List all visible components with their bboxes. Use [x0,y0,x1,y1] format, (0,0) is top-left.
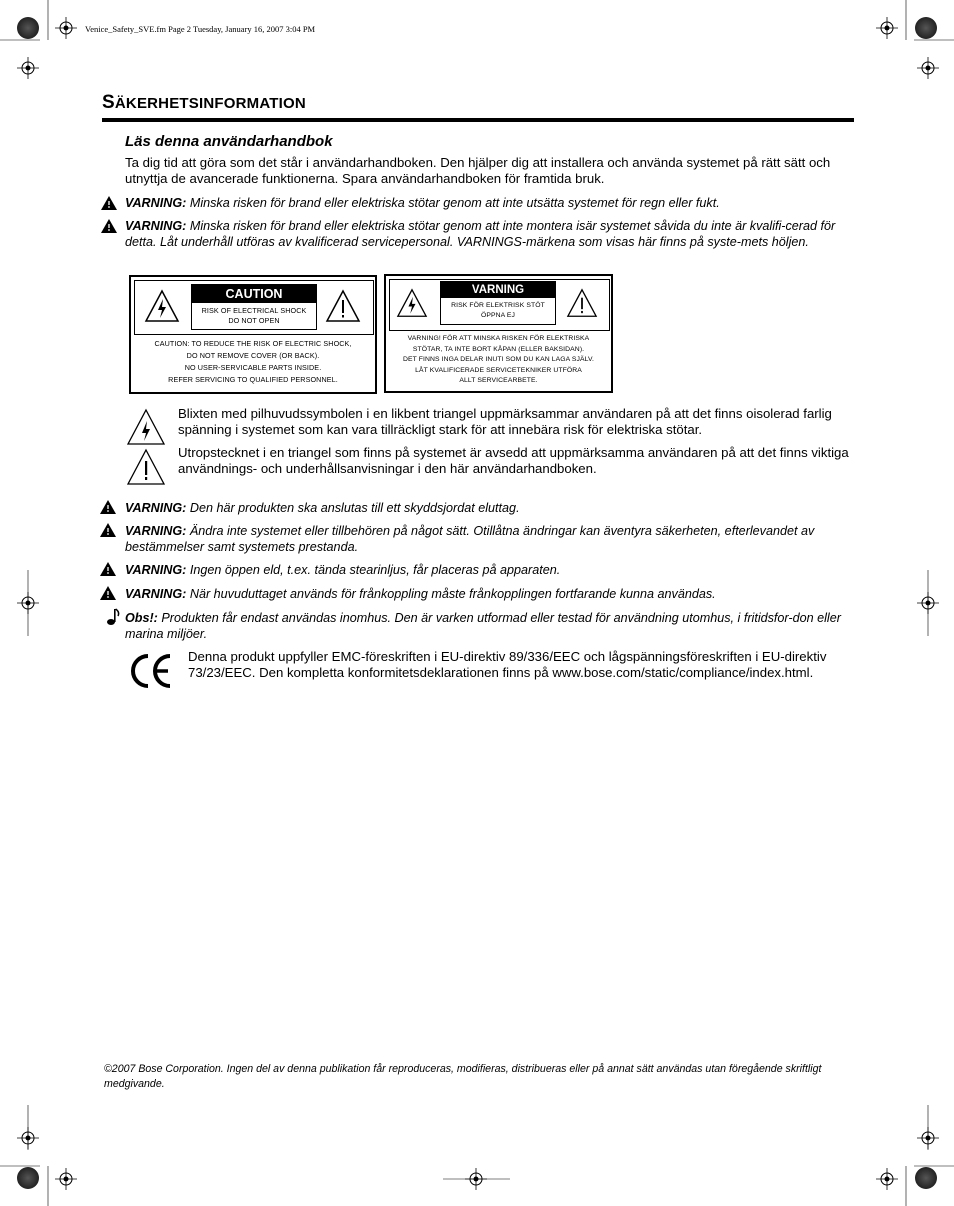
warning-1 [125,195,855,211]
warning-icon [100,523,116,537]
caution-body-line: DO NOT REMOVE COVER (OR BACK). [186,351,320,360]
warning-icon [100,562,116,576]
varning-body-line: VARNING! FÖR ATT MINSKA RISKEN FÖR ELEKTRISKA [407,335,590,342]
warning-icon [101,196,117,210]
warning-3 [125,500,855,516]
varning-body-line: LÅT KVALIFICERADE SERVICETEKNIKER UTFÖRA [415,366,582,374]
lightning-triangle-icon [144,289,180,323]
exclamation-triangle-icon [126,447,166,487]
warning-text: När huvuduttaget används för frånkoppling måste frånkopplingen fortfarande kunna användas. [189,587,716,601]
varning-risk-line: RISK FÖR ELEKTRISK STÖT [451,302,545,309]
warning-text: Ingen öppen eld, t.ex. tända stearinljus, får placeras på apparaten. [189,563,561,577]
warning-text: Ändra inte systemet eller tillbehören på något sätt. Otillåtna ändringar kan äventyra säkerheten, efterlevandet av bestämmelser samt systemets prestanda. [125,524,815,554]
star-target-bottom-right [915,1167,937,1189]
exclamation-triangle-icon [325,289,361,323]
varning-badge [440,281,556,325]
title-rule [102,118,854,122]
warning-label: VARNING: [125,524,187,538]
caution-badge [191,284,317,330]
section-title-rest: ÄKERHETSINFORMATION [114,95,306,112]
warning-4 [125,523,853,555]
exclamation-triangle-icon [566,288,598,318]
caution-risk-line: RISK OF ELECTRICAL SHOCK [201,306,307,315]
warning-icon [100,500,116,514]
print-header: Venice_Safety_SVE.fm Page 2 Tuesday, January 16, 2007 3:04 PM [85,24,316,34]
warning-label: VARNING: [125,587,187,601]
warning-6 [125,586,855,602]
star-target-top-right [915,17,937,39]
intro-text: Ta dig tid att göra som det står i användarhandboken. Den hjälper dig att installera och använda systemet på rätt sätt och utnyttja de avancerade funktionerna. Spara användarhandboken för framtida bruk. [125,155,831,186]
section-title [102,92,306,114]
star-target-top-left [17,17,39,39]
ce-text: Denna produkt uppfyller EMC-föreskriften i EU-direktiv 89/336/EEC och lågspänningsföreskriften i EU-direktiv 73/23/EEC. Den kompletta konformitetsdeklarationen finns på www.bose.com/static/compliance/index.html. [188,649,827,680]
lightning-symbol-text: Blixten med pilhuvudssymbolen i en likbent triangel uppmärksammar användaren på att det finns oisolerad farlig spänning i systemet som kan vara tillräckligt stark för att innebära risk för elektriska stötar. [178,406,832,437]
varning-risk-line: ÖPPNA EJ [480,312,516,319]
warning-5 [125,562,855,578]
lightning-triangle-icon [126,407,166,447]
warning-2 [125,218,845,250]
caution-risk-line: DO NOT OPEN [228,316,280,325]
warning-icon [101,219,117,233]
varning-body-line: ALLT SERVICEARBETE. [459,377,538,384]
note [125,610,845,642]
intro-heading: Läs denna användarhandbok [125,133,333,150]
note-text: Produkten får endast användas inomhus. Den är varken utformad eller testad för användning utomhus, i fritidsfor-don eller marina miljöer. [125,611,841,641]
note-label: Obs!: [125,611,158,625]
note-icon [106,608,120,626]
caution-label-swedish [384,274,613,393]
warning-label: VARNING: [125,563,187,577]
star-target-bottom-left [17,1167,39,1189]
caution-body-line: NO USER-SERVICABLE PARTS INSIDE. [184,363,322,372]
warning-text: Minska risken för brand eller elektriska stötar genom att inte utsätta systemet för regn eller fukt. [189,196,720,210]
warning-label: VARNING: [125,196,187,210]
warning-text: Minska risken för brand eller elektriska stötar genom att inte montera isär systemet såvida du inte är kvalifi-cerad för detta. Låt underhåll utföras av kvalificerad servicepersonal. VARNINGS-märkena som visas här finns på syste-mets höljen. [125,219,836,249]
caution-badge-title: CAUTION [192,285,316,303]
caution-body-line: REFER SERVICING TO QUALIFIED PERSONNEL. [168,375,338,384]
copyright-footer: ©2007 Bose Corporation. Ingen del av denna publikation får reproduceras, modifieras, distribueras eller på annat sätt användas utan föregående skriftligt medgivande. [104,1063,822,1090]
exclamation-symbol-text: Utropstecknet i en triangel som finns på systemet är avsedd att uppmärksamma användaren på att det finns viktiga användnings- och underhållsanvisningar i den här användarhandboken. [178,445,849,476]
section-title-initial: S [102,92,115,113]
lightning-triangle-icon [396,288,428,318]
varning-body-line: DET FINNS INGA DELAR INUTI SOM DU KAN LAGA SJÄLV. [403,356,594,363]
ce-mark-icon [128,652,176,690]
warning-label: VARNING: [125,219,187,233]
caution-body-line: CAUTION: TO REDUCE THE RISK OF ELECTRIC SHOCK, [154,339,352,348]
warning-icon [100,586,116,600]
warning-label: VARNING: [125,501,187,515]
warning-text: Den här produkten ska anslutas till ett skyddsjordat eluttag. [189,501,520,515]
caution-label-english [129,275,377,394]
varning-badge-title: VARNING [441,282,555,298]
varning-body-line: STÖTAR, TA INTE BORT KÅPAN (ELLER BAKSIDAN). [412,345,585,353]
